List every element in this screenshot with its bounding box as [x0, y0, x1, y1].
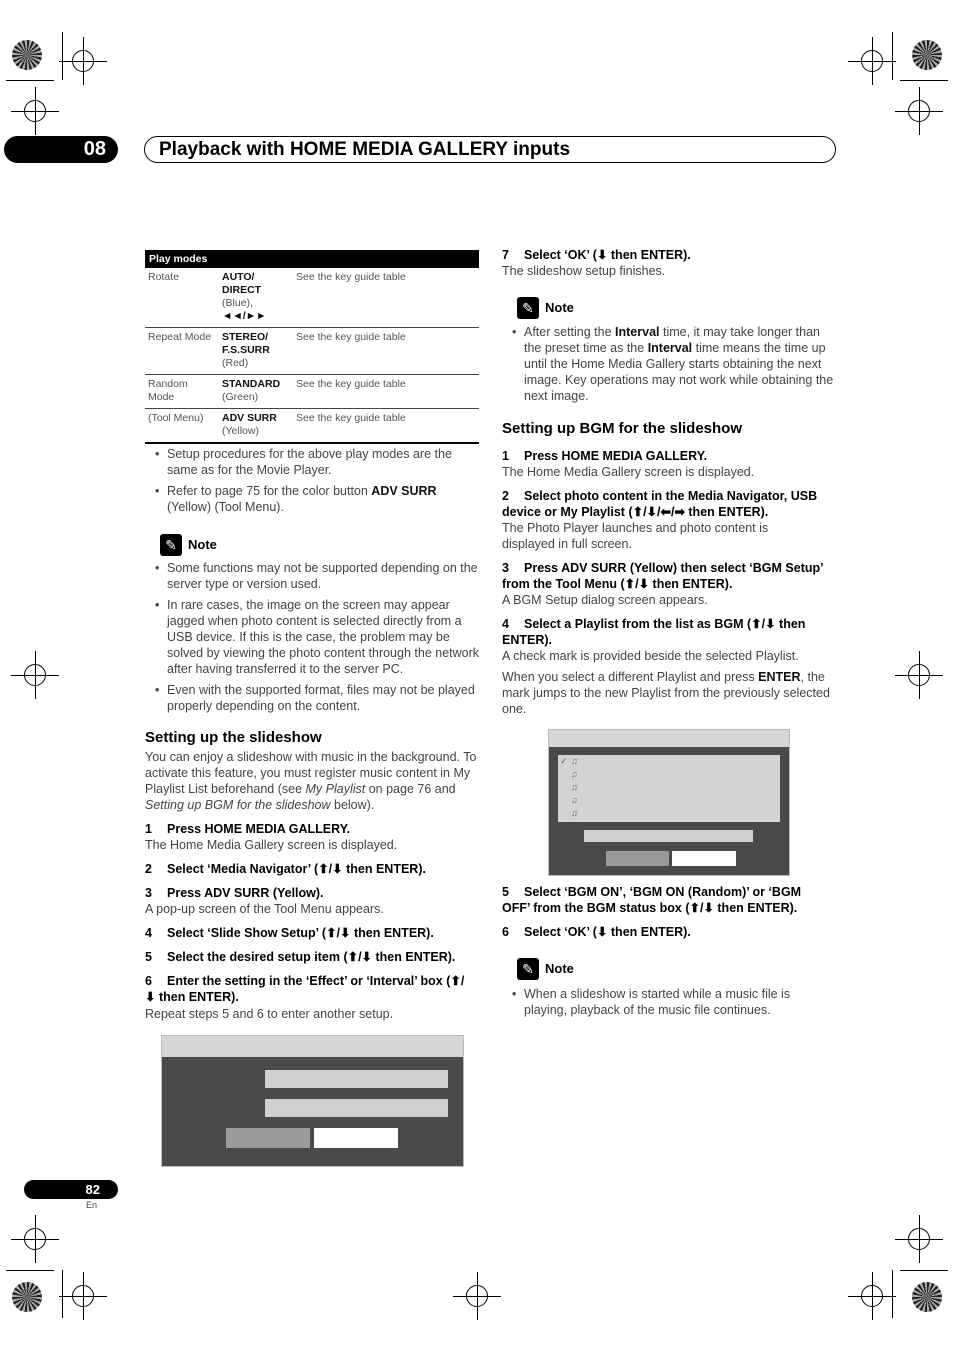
bgm-step-4: 4 Select a Playlist from the list as BGM (⬆/⬇ then ENTER).: [502, 617, 806, 647]
playlist-icon: ♫: [571, 808, 578, 818]
pencil-icon: ✎: [160, 534, 182, 556]
interval-box: [265, 1099, 448, 1117]
check-mark-icon: ✓: [560, 756, 568, 766]
mode-cell: (Tool Menu): [145, 409, 219, 444]
step-desc: The Home Media Gallery screen is displayed.: [502, 465, 755, 479]
key-label: STEREO/ F.S.SURR: [222, 331, 270, 356]
pencil-icon: ✎: [517, 297, 539, 319]
registration-mark: [24, 100, 46, 122]
desc-cell: See the key guide table: [293, 328, 479, 375]
crop-line: [6, 80, 54, 81]
step-3: 3 Press ADV SURR (Yellow).: [145, 886, 324, 900]
screen-title-bar: [162, 1036, 463, 1057]
registration-mark: [72, 50, 94, 72]
chapter-number: 08: [4, 136, 118, 163]
note-item: • When a slideshow is started while a music file is playing, playback of the music file continues.: [502, 986, 836, 1018]
slideshow-setup-screen: [161, 1035, 464, 1167]
step-desc: The Home Media Gallery screen is displayed.: [145, 838, 398, 852]
mode-cell: Rotate: [145, 268, 219, 328]
key-cell: [219, 409, 293, 444]
key-color: (Green): [222, 391, 259, 403]
step-desc: The Photo Player launches and photo content is displayed in full screen.: [502, 521, 769, 551]
crop-line: [892, 1270, 893, 1318]
crop-line: [892, 32, 893, 80]
desc-cell: See the key guide table: [293, 268, 479, 328]
table-row: [145, 409, 479, 444]
registration-disc-top-right: [912, 40, 942, 70]
crop-line: [900, 1270, 948, 1271]
step-desc: When you select a different Playlist and press ENTER, the mark jumps to the new Playlist from the previously selected one.: [502, 670, 830, 716]
note-item: • Even with the supported format, files may not be played properly depending on the content.: [145, 682, 479, 714]
registration-mark: [24, 664, 46, 686]
crop-line: [62, 32, 63, 80]
bullet-item: • Refer to page 75 for the color button ADV SURR (Yellow) (Tool Menu).: [145, 483, 479, 515]
mode-cell: Repeat Mode: [145, 328, 219, 375]
step-2: 2 Select ‘Media Navigator’ (⬆/⬇ then ENTER).: [145, 862, 426, 876]
pencil-icon: ✎: [517, 958, 539, 980]
desc-cell: See the key guide table: [293, 409, 479, 444]
bgm-step-5: 5 Select ‘BGM ON’, ‘BGM ON (Random)’ or ‘BGM OFF’ from the BGM status box (⬆/⬇ then ENTER).: [502, 885, 802, 915]
step-7: 7 Select ‘OK’ (⬇ then ENTER).: [502, 248, 691, 262]
table-heading: Play modes: [145, 250, 479, 268]
step-6: 6 Enter the setting in the ‘Effect’ or ‘Interval’ box (⬆/ ⬇ then ENTER).: [145, 974, 465, 1004]
step-desc: Repeat steps 5 and 6 to enter another setup.: [145, 1007, 394, 1021]
mode-cell: Random Mode: [145, 375, 219, 409]
bgm-step-3: 3 Press ADV SURR (Yellow) then select ‘BGM Setup’ from the Tool Menu (⬆/⬇ then ENTER).: [502, 561, 824, 591]
key-color: (Yellow): [222, 425, 259, 437]
step-desc: A check mark is provided beside the selected Playlist.: [502, 649, 799, 663]
bgm-step-1: 1 Press HOME MEDIA GALLERY.: [502, 449, 708, 463]
play-modes-table: [145, 250, 479, 444]
bgm-step-6: 6 Select ‘OK’ (⬇ then ENTER).: [502, 925, 691, 939]
playlist-list: [558, 755, 780, 822]
note-label: Note: [188, 537, 217, 552]
note-item: • After setting the Interval time, it may take longer than the preset time as the Interval time means the time up until the Home Media Gallery starts obtaining the next image. Key operations may not work while obtaining the next image.: [502, 324, 836, 404]
step-desc: A BGM Setup dialog screen appears.: [502, 593, 708, 607]
step-1: 1 Press HOME MEDIA GALLERY.: [145, 822, 351, 836]
bgm-step-2: 2 Select photo content in the Media Navigator, USB device or My Playlist (⬆/⬇/⬅/➡ then ENTER).: [502, 489, 818, 519]
note-item: • Some functions may not be supported depending on the server type or version used.: [145, 560, 479, 592]
registration-disc-top-left: [12, 40, 42, 70]
step-4: 4 Select ‘Slide Show Setup’ (⬆/⬇ then ENTER).: [145, 926, 434, 940]
playlist-icon: ♫: [571, 756, 578, 766]
ok-button: [606, 851, 669, 866]
key-label: ADV SURR: [222, 412, 277, 424]
language-code: En: [86, 1200, 98, 1210]
section-intro: You can enjoy a slideshow with music in the background. To activate this feature, you must register music content in My Playlist List beforehand (see My Playlist on page 76 and Setting up BGM for the slideshow below).: [145, 750, 477, 812]
note-item: • In rare cases, the image on the screen may appear jagged when photo content is selected directly from a USB device. If this is the case, the problem may be solved by viewing the photo content through the network after having transferred it to the server PC.: [145, 597, 479, 677]
note-label: Note: [545, 300, 574, 315]
key-color: (Blue),: [222, 297, 253, 309]
cancel-button: [672, 851, 736, 866]
registration-disc-bottom-left: [12, 1282, 42, 1312]
registration-mark: [908, 1228, 930, 1250]
skip-buttons-label: ◄◄/►►: [222, 310, 267, 322]
bgm-setup-screen: [548, 729, 790, 876]
table-row: [145, 268, 479, 328]
crop-line: [6, 1270, 54, 1271]
registration-mark: [908, 664, 930, 686]
bgm-status-box: [584, 830, 753, 842]
ok-button: [226, 1128, 310, 1148]
screen-title-bar: [549, 730, 789, 747]
registration-mark: [908, 100, 930, 122]
desc-cell: See the key guide table: [293, 375, 479, 409]
crop-line: [900, 80, 948, 81]
key-label: STANDARD: [222, 378, 281, 390]
key-cell: [219, 375, 293, 409]
step-5: 5 Select the desired setup item (⬆/⬇ then ENTER).: [145, 950, 456, 964]
note-label: Note: [545, 961, 574, 976]
registration-mark: [24, 1228, 46, 1250]
registration-mark: [72, 1285, 94, 1307]
key-cell: [219, 268, 293, 328]
table-row: [145, 375, 479, 409]
step-desc: The slideshow setup finishes.: [502, 264, 666, 278]
chapter-title: Playback with HOME MEDIA GALLERY inputs: [144, 136, 836, 163]
key-color: (Red): [222, 357, 249, 369]
section-title: Setting up the slideshow: [145, 729, 322, 746]
page-number: 82: [24, 1180, 118, 1199]
registration-mark: [861, 1285, 883, 1307]
section-title: Setting up BGM for the slideshow: [502, 420, 742, 437]
crop-line: [62, 1270, 63, 1318]
key-cell: [219, 328, 293, 375]
table-row: [145, 328, 479, 375]
playlist-icon: ♫: [571, 782, 578, 792]
playlist-icon: ♫: [571, 795, 578, 805]
effect-box: [265, 1070, 448, 1088]
playlist-icon: ♫: [571, 769, 578, 779]
key-label: AUTO/ DIRECT: [222, 271, 262, 296]
step-desc: A pop-up screen of the Tool Menu appears.: [145, 902, 384, 916]
bullet-item: • Setup procedures for the above play modes are the same as for the Movie Player.: [145, 446, 479, 478]
registration-mark: [861, 50, 883, 72]
cancel-button: [314, 1128, 398, 1148]
registration-disc-bottom-right: [912, 1282, 942, 1312]
registration-mark: [466, 1285, 488, 1307]
